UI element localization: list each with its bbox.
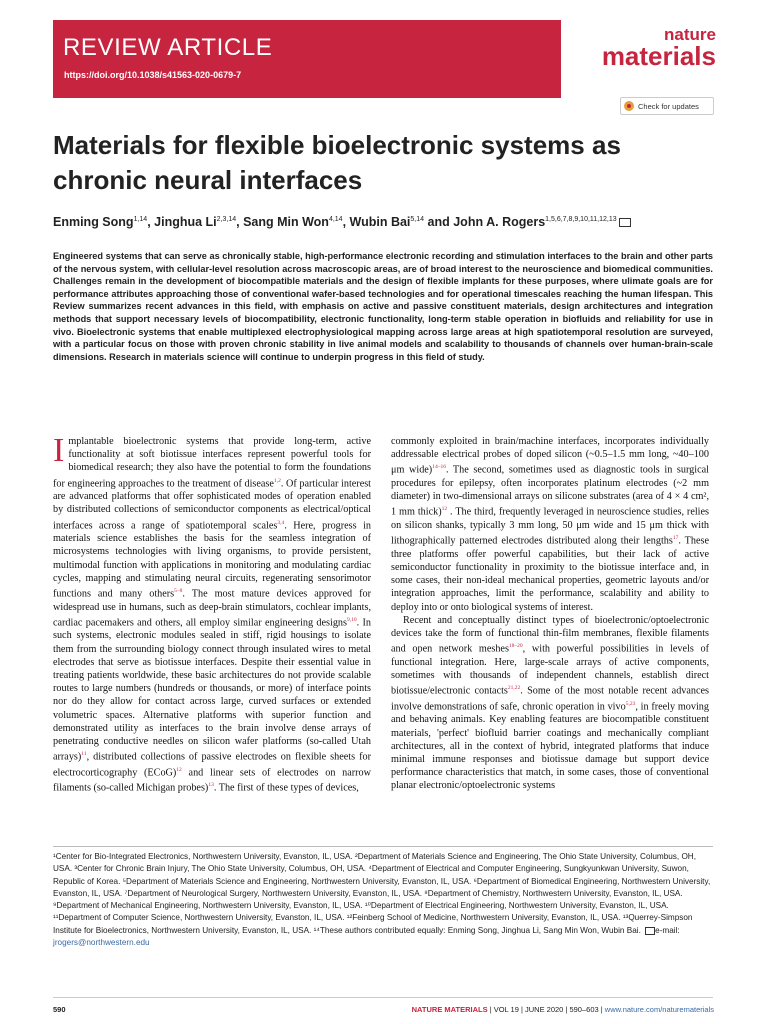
reference-link[interactable]: 12 (441, 506, 448, 513)
body-text: Recent and conceptually distinct types of bioelectronic/optoelectronic devices take the form of functional thin-film membranes, flexible filaments and open network meshes (391, 614, 709, 655)
authors-and: and (427, 215, 450, 229)
reference-link[interactable]: 3,4 (277, 519, 285, 526)
doi-link[interactable]: https://doi.org/10.1038/s41563-020-0679-7 (64, 70, 242, 80)
footer-journal-name: NATURE MATERIALS (411, 1005, 488, 1014)
author-name[interactable]: Wubin Bai (349, 215, 411, 229)
affiliation-divider (53, 846, 713, 847)
affiliation-text: ¹Center for Bio-Integrated Electronics, Northwestern University, Evanston, IL, USA. ²Department of Materials Science and Engineering, The Ohio State University, Columbus, OH, USA. ³Center for Chronic Brain Injury, The Ohio State University, Columbus, OH, USA. ⁴Department of Electrical and Computer Engineering, Sungkyunkwan University, Suwon, Republic of Korea. ⁵Department of Materials Science and Engineering, Northwestern University, Evanston, IL, USA. ⁶Department of Biomedical Engineering, Northwestern University, Evanston, IL, USA. ⁷Department of Neurological Surgery, Northwestern University, Evanston, IL, USA. ⁸Department of Chemistry, Northwestern University, Evanston, IL, USA. ⁹Department of Mechanical Engineering, Northwestern University, Evanston, IL, USA. ¹⁰Department of Electrical Engineering, Northwestern University, Evanston, IL, USA. ¹¹Department of Computer Science, Northwestern University, Evanston, IL, USA. ¹²Feinberg School of Medicine, Northwestern University, Evanston, IL, USA. ¹³Querrey-Simpson Institute for Bioelectronics, Northwestern University, Evanston, IL, USA. ¹⁴These authors contributed equally: Enming Song, Jinghua Li, Sang Min Won, Wubin Bai. (53, 852, 711, 935)
body-text: . The second, sometimes used as diagnostic tools in surgical procedures for epilepsy, often incorporates platinum electrodes (~2 mm diameter) in two-dimensional arrays on silicone substrates (area of 4 × 4 cm², 1 mm thick) (391, 464, 709, 518)
journal-footer (412, 1005, 714, 1014)
reference-link[interactable]: 21,22 (507, 685, 521, 692)
body-text: . Here, progress in materials science establishes the basis for the seamless integration of microsystems technologies with living organisms, to provide persistent, multimodal function with applications in monitoring and modulating cardiac cycles, mapping and stimulating neural circuits, regenerating sensorimotor functions and many others (53, 520, 371, 600)
abstract: Engineered systems that can serve as chronically stable, high-performance electronic recording and stimulation interfaces to the brain and other parts of the nervous system, with cellular-level resolution across macroscopic areas, are of broad interest to the neuroscience and biomedical communities. Challenges remain in the development of biocompatible materials and the design of flexible implants for these purposes, where ulimate goals are for performance attributes approaching those of conventional wafer-based technologies and for operational timescales reaching the human lifespan. This Review summarizes recent advances in this field, with emphasis on active and passive constituent materials, design architectures and integration methods that support necessary levels of biocompatibility, electronic functionality, long-term stable operation in biofluids and reliability for use in vivo. Bioelectronic systems that enable multiplexed electrophysiological mapping across large areas at high spatiotemporal resolution are surveyed, with a particular focus on those with proven chronic stability in live animal models and scalability to thousands of channels over human-brain-scale dimensions. Research in materials science will continue to underpin progress in this field of study. (53, 251, 713, 362)
body-text: . Of particular interest are advanced platforms that offer sophisticated modes of operation enabled by distributed collections of semiconductor components as electrical/optical interfaces across a range of spatiotemporal scales (53, 478, 372, 531)
body-text: mplantable bioelectronic systems that provide long-term, active functionality at soft biotissue interfaces represent powerful tools for biomedical research; they also have the potential to form the foundations for engineering approaches to the treatment of disease (53, 436, 371, 489)
reference-link[interactable]: 18–20 (508, 643, 523, 650)
email-label: e-mail: (655, 925, 680, 935)
reference-link[interactable]: 17 (672, 535, 679, 542)
email-link[interactable]: jrogers@northwestern.edu (53, 938, 150, 948)
journal-logo-line1: nature (664, 25, 716, 44)
affiliations (53, 851, 713, 949)
article-type-banner (53, 20, 561, 98)
envelope-icon[interactable] (619, 218, 631, 227)
author-list: Enming Song$^{1,14}$, Jinghua Li$^{2,3,14}$, Sang Min Won$^{4,14}$, Wubin Bai$^{5,14}$ and John A. Rogers$^{1,5,6,7,8,9,10,11,12,13}$ (53, 215, 713, 229)
body-text: , distributed collections of passive electrodes on flexible sheets for electrocorticography (ECoG) (53, 751, 371, 779)
body-text: . These three platforms offer powerful capabilities, but their lack of active semiconductor functionality in proximity to the biotissue interface and, in some cases, their non-ideal mechanical properties, geometric layouts and/or integration approaches, limit the performance, scalability and ability to deploy into or onto biological systems of interest. (391, 535, 709, 613)
body-text: . Some of the most notable recent advances involve demonstrations of safe, chronic operation in vivo (391, 685, 709, 713)
footer-divider (53, 997, 713, 998)
footer-journal-url[interactable]: www.nature.com/naturematerials (604, 1005, 714, 1014)
check-for-updates-label: Check for updates (638, 101, 699, 111)
body-text: . The first of these types of devices, (213, 782, 359, 794)
envelope-icon (645, 927, 655, 935)
author-name[interactable]: Jinghua Li (154, 215, 217, 229)
body-column-right (391, 435, 709, 793)
author-affiliation: 5,14 (410, 215, 425, 223)
reference-link[interactable]: 12 (176, 766, 182, 773)
body-text: . The most mature devices approved for widespread use in humans, such as deep-brain stimulators, cochlear implants, cardiac pacemakers and others, all employ similar engineering designs (53, 588, 371, 629)
body-text: , in freely moving and behaving animals. Key enabling features are biocompatible constituent materials, 'perfect' biofluid barrier coatings and mechanically compliant architectures, all in the context of hybrid, integrated platforms that induce minimal immune responses and biotissue damage but support device performance characteristics that match, in some cases, those of conventional planar electronic/optoelectronic systems (391, 701, 709, 792)
author-name[interactable]: John A. Rogers (453, 215, 546, 229)
page-number: 590 (53, 1005, 66, 1014)
body-text: commonly exploited in brain/machine interfaces, incorporates individually addressable electrical probes of doped silicon (~0.5–1.5 mm long, ~40–100 μm wide) (391, 436, 709, 476)
author-name[interactable]: Enming Song (53, 215, 134, 229)
author-affiliation: 1,5,6,7,8,9,10,11,12,13 (545, 215, 617, 223)
body-column-left (53, 432, 372, 795)
reference-link[interactable]: 13 (208, 782, 214, 789)
body-text: and linear sets of electrodes on narrow filaments (so-called Michigan probes) (53, 767, 372, 794)
author-affiliation: 1,14 (133, 215, 148, 223)
body-text: . In such systems, electronic modules sealed in stiff, rigid housings to isolate them from the surrounding biology connect through insulated wires to metal electrodes that serve as biotissue interfaces. Despite their essential value in treating patients worldwide, these basic architectures do not provide scalable routes to large numbers (hundreds or thousands, or more) of interface points nor do they allow for contact across large, curved surfaces or extended volumetric spaces. Alternative platforms with superior function and demonstrated utility as interfaces to the brain involve dense arrays of penetrating conductive needles on silicon wafer platforms (so-called Utah arrays) (53, 617, 371, 763)
journal-logo[interactable] (576, 26, 716, 86)
check-updates-icon (624, 101, 634, 111)
reference-link[interactable]: 11 (81, 751, 87, 758)
reference-link[interactable]: 1,2 (273, 477, 281, 484)
reference-link[interactable]: 9,10 (346, 616, 357, 623)
check-for-updates-button[interactable] (620, 97, 714, 115)
drop-cap: I (53, 432, 65, 469)
footer-issue: | VOL 19 | JUNE 2020 | 590–603 | (487, 1005, 605, 1014)
reference-link[interactable]: 5,23 (625, 700, 636, 707)
author-name[interactable]: Sang Min Won (243, 215, 329, 229)
journal-logo-line2: materials (601, 41, 716, 71)
reference-link[interactable]: 14–16 (432, 464, 446, 471)
author-affiliation: 4,14 (328, 215, 343, 223)
body-text: , with powerful possibilities in levels of functional integration. Here, large-scale arrays of active components, sometimes with thousands of independent channels, establish direct biotissue/electronic contacts (391, 643, 709, 697)
body-text: . The third, frequently leveraged in neuroscience studies, relies on silicon shanks, typically 3 mm long, 50 μm wide and 15 μm thick with lithographically patterned electrodes distributed along their lengths (391, 506, 709, 547)
reference-link[interactable]: 5–8 (174, 588, 183, 595)
article-title: Materials for flexible bioelectronic systems as chronic neural interfaces (53, 130, 621, 195)
author-affiliation: 2,3,14 (216, 215, 237, 223)
article-type-label: REVIEW ARTICLE (63, 34, 273, 61)
